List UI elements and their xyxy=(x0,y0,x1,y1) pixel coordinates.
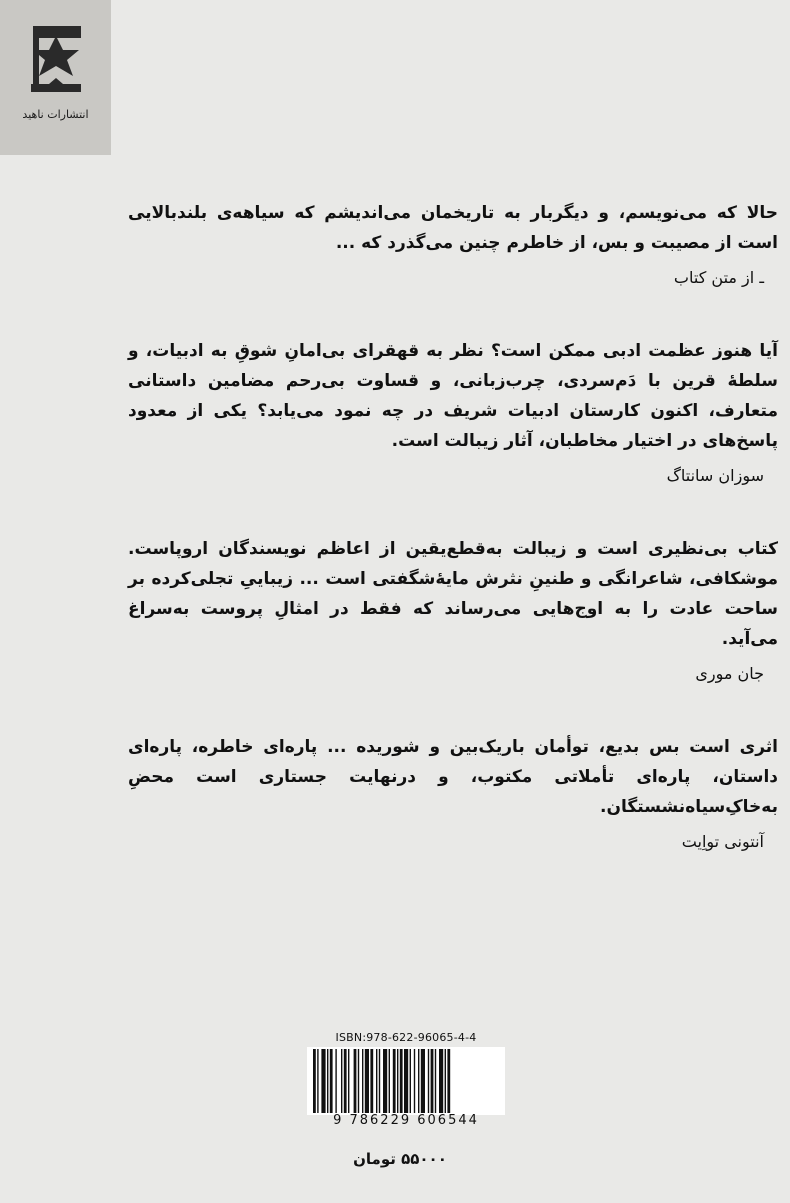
barcode-bar xyxy=(414,1049,415,1113)
quote-block xyxy=(128,336,778,488)
barcode-bar xyxy=(383,1049,387,1113)
quote-attribution: سوزان سانتاگ xyxy=(666,466,764,485)
isbn-label: ISBN:978-622-96065-4-4 xyxy=(335,1031,477,1044)
barcode xyxy=(307,1047,505,1115)
publisher-name: انتشارات ناهید xyxy=(22,108,89,121)
price: ۵۵۰۰۰ تومان xyxy=(353,1150,447,1168)
publisher-logo xyxy=(0,0,111,155)
barcode-digits: 9 786229 606544 xyxy=(333,1113,479,1128)
barcode-bar xyxy=(321,1049,325,1113)
barcode-bar xyxy=(358,1049,359,1113)
quote-block xyxy=(128,198,778,290)
barcode-bar xyxy=(421,1049,425,1113)
barcode-bar xyxy=(362,1049,363,1113)
barcode-bar xyxy=(404,1049,408,1113)
barcode-bar xyxy=(335,1049,336,1113)
quote-text: آیا هنوز عظمت ادبی ممکن است؟ نظر به قهقرای بی‌امانِ شوقِ به ادبیات، و سلطهٔ قرین با دَم‌سردی، چرب‌زبانی، و قساوت بی‌رحم مضامین داستانی متعارف، اکنون کارستان ادبیات شریف در چه نمود می‌یابد؟ یکی از معدود پاسخ‌های در اختیار مخاطبان، آثار زیبالت است. xyxy=(128,341,778,451)
barcode-bar xyxy=(379,1049,380,1113)
barcode-bar xyxy=(447,1049,450,1113)
barcode-bar xyxy=(439,1049,443,1113)
barcode-bar xyxy=(389,1049,390,1113)
barcode-bar xyxy=(330,1049,333,1113)
barcode-bar xyxy=(445,1049,446,1113)
barcode-bar xyxy=(341,1049,342,1113)
barcode-bar xyxy=(370,1049,373,1113)
barcode-bar xyxy=(435,1049,436,1113)
quote-text: حالا که می‌نویسم، و دیگربار به تاریخمان می‌اندیشم که سیاهه‌ی بلندبالایی است از مصیبت و بس، از خاطرم چنین می‌گذرد که ... xyxy=(128,203,778,253)
quote-block xyxy=(128,732,778,854)
naahid-star-book-icon xyxy=(21,22,91,102)
quote-text: اثری است بس بدیع، توأمان باریک‌بین و شوریده ... پاره‌ای خاطره، پاره‌ای داستان، پاره‌ای تأملاتی مکتوب، و درنهایت جستاری است محضِ به‌خاکِ‌سیاه‌نشستگان. xyxy=(128,737,778,817)
barcode-bar xyxy=(327,1049,328,1113)
barcode-bar xyxy=(410,1049,411,1113)
barcode-bar xyxy=(418,1049,419,1113)
barcode-bar xyxy=(313,1049,316,1113)
quote-attribution: آنتونی تواِیت xyxy=(681,832,764,851)
barcode-bar xyxy=(428,1049,429,1113)
quote-block xyxy=(128,534,778,686)
barcode-bar xyxy=(397,1049,398,1113)
barcode-bar xyxy=(317,1049,318,1113)
barcode-bar xyxy=(393,1049,396,1113)
barcode-bar xyxy=(431,1049,434,1113)
back-cover-text xyxy=(128,198,778,900)
quote-attribution: ـ از متن کتاب xyxy=(673,268,764,287)
barcode-bar xyxy=(354,1049,357,1113)
barcode-bar xyxy=(344,1049,347,1113)
quote-text: کتاب بی‌نظیری است و زیبالت به‌قطع‌یقین از اعاظم نویسندگان اروپاست. موشکافی، شاعرانگی و طنینِ نثرش مایهٔ‌شگفتی است ... زیباییِ تجلی‌کرده بر ساحت عادت را به اوج‌هایی می‌رساند که فقط در امثالِ پروست به‌سراغ می‌آید. xyxy=(128,539,778,649)
barcode-bar xyxy=(365,1049,369,1113)
barcode-bar xyxy=(400,1049,403,1113)
barcode-bar xyxy=(376,1049,377,1113)
quote-attribution: جان موری xyxy=(695,664,764,683)
barcode-bar xyxy=(348,1049,349,1113)
